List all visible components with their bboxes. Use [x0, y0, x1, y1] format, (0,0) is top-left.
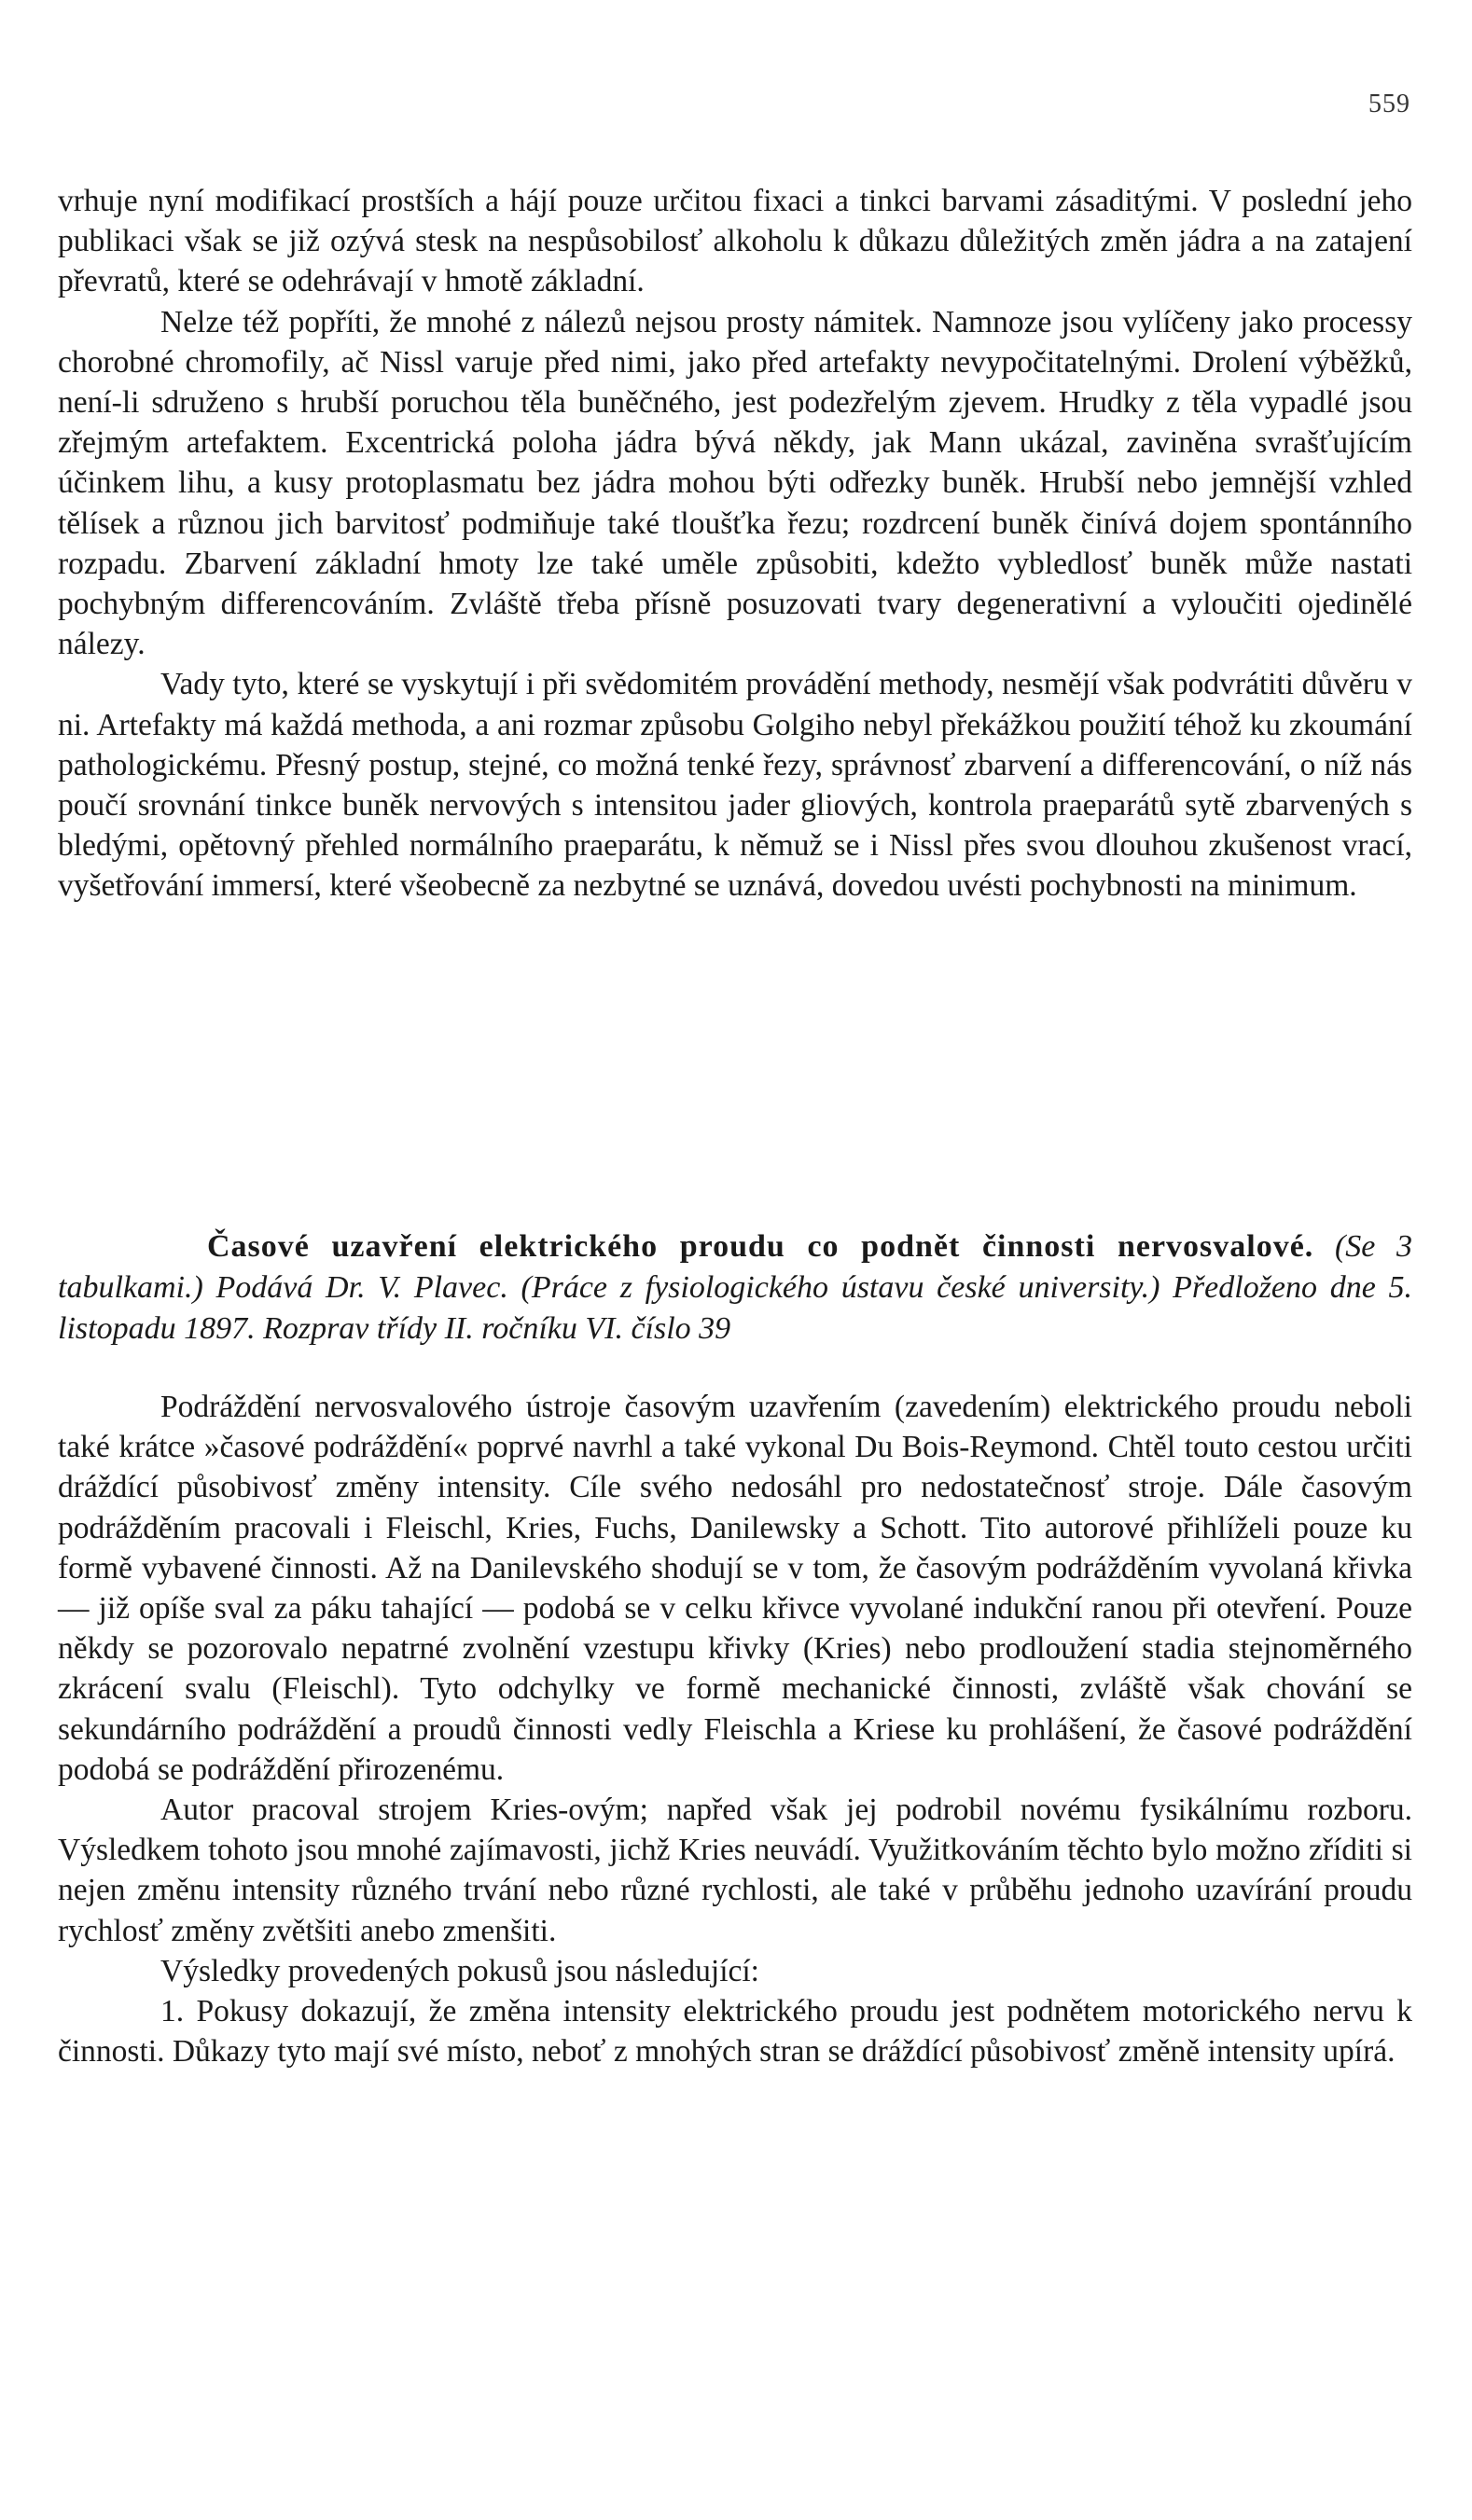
paragraph: vrhuje nyní modifikací prostších a hájí pouze určitou fixaci a tinkci barvami zásaditými. V poslední jeho publikaci však se již ozývá stesk na nespůsobilosť alkoholu k důkazu důležitých změn jádra a na zatajení převratů, které se odehrávají v hmotě základní. [58, 184, 1412, 299]
paragraph: 1. Pokusy dokazují, že změna intensity elektrického proudu jest podnětem motorického nervu k činnosti. Důkazy tyto mají své místo, neboť z mnohých stran se dráždící působivosť změně intensity upírá. [58, 1994, 1412, 2070]
paragraph: Podráždění nervosvalového ústroje časovým uzavřením (zavedením) elektrického proudu neboli také krátce »časové podráždění« poprvé navrhl a také vykonal Du Bois-Reymond. Chtěl touto cestou určiti dráždící působivosť změny intensity. Cíle svého nedosáhl pro nedostatečnosť stroje. Dále časovým podrážděním pracovali i Fleischl, Kries, Fuchs, Danilewsky a Schott. Tito autorové přihlíželi pouze ku formě vybavené činnosti. Až na Danilevského shodují se v tom, že časovým podrážděním vyvolaná křivka — již opíše sval za páku tahající — podobá se v celku křivce vyvolané indukční ranou při otevření. Pouze někdy se pozorovalo nepatrné zvolnění vzestupu křivky (Kries) nebo prodloužení stadia stejnoměrného zkrácení svalu (Fleischl). Tyto odchylky ve formě mechanické činnosti, zvláště však chování se sekundárního podráždění a proudů činnosti vedly Fleischla a Kriese ku prohlášení, že časové podráždění podobá se podráždění přirozenému. [58, 1390, 1412, 1787]
article-title: Časové uzavření elektrického proudu co podnět činnosti nervosvalové. [207, 1229, 1314, 1264]
paragraph: Vady tyto, které se vyskytují i při svědomitém provádění methody, nesmějí však podvrátiti důvěru v ni. Artefakty má každá methoda, a ani rozmar způsobu Golgiho nebyl překážkou použití téhož ku zkoumání pathologickému. Přesný postup, stejné, co možná tenké řezy, správnosť zbarvení a differencování, o níž nás poučí srovnání tinkce buněk nervových s intensitou jader gliových, kontrola praeparátů sytě zbarvených s bledými, opětovný přehled normálního praeparátu, k němuž se i Nissl přes svou dlouhou zkušenost vrací, vyšetřování immersí, které všeobecně za nezbytné se uznává, dovedou uvésti pochybnosti na minimum. [58, 667, 1412, 904]
paragraph: Autor pracoval strojem Kries-ovým; napřed však jej podrobil novému fysikálnímu rozboru. Výsledkem tohoto jsou mnohé zajímavosti, jichž Kries neuvádí. Využitkováním těchto bylo možno zříditi si nejen změnu intensity různého trvání nebo různé rychlosti, ale také v průběhu jednoho uzavírání proudu rychlosť změny zvětšiti anebo zmenšiti. [58, 1793, 1412, 1948]
page-number: 559 [1368, 90, 1410, 118]
article-meta: (Se 3 tabulkami.) Podává Dr. V. Plavec. (Práce z fysiologického ústavu české university.) Předloženo dne 5. listopadu 1897. Rozprav třídy II. ročníku VI. číslo 39 [58, 1229, 1412, 1346]
section-1-text [58, 181, 1412, 907]
article-heading [58, 1226, 1412, 1350]
paragraph: Nelze též popříti, že mnohé z nálezů nejsou prosty námitek. Namnoze jsou vylíčeny jako processy chorobné chromofily, ač Nissl varuje před nimi, jako před artefakty nevypočitatelnými. Drolení výběžků, není-li sdruženo s hrubší poruchou těla buněčného, jest podezřelým zjevem. Hrudky z těla vypadlé jsou zřejmým artefaktem. Excentrická poloha jádra bývá někdy, jak Mann ukázal, zaviněna svrašťujícím účinkem lihu, a kusy protoplasmatu bez jádra mohou býti odřezky buněk. Hrubší nebo jemnější vzhled tělísek a různou jich barvitosť podmiňuje také tloušťka řezu; rozdrcení buněk činívá dojem spontánního rozpadu. Zbarvení základní hmoty lze také uměle způsobiti, kdežto vybledlosť buněk může nastati pochybným differencováním. Zvláště třeba přísně posuzovati tvary degenerativní a vyloučiti ojedinělé nálezy. [58, 304, 1412, 662]
paragraph: Výsledky provedených pokusů jsou následující: [160, 1953, 759, 1988]
section-2-text [58, 1387, 1412, 2071]
